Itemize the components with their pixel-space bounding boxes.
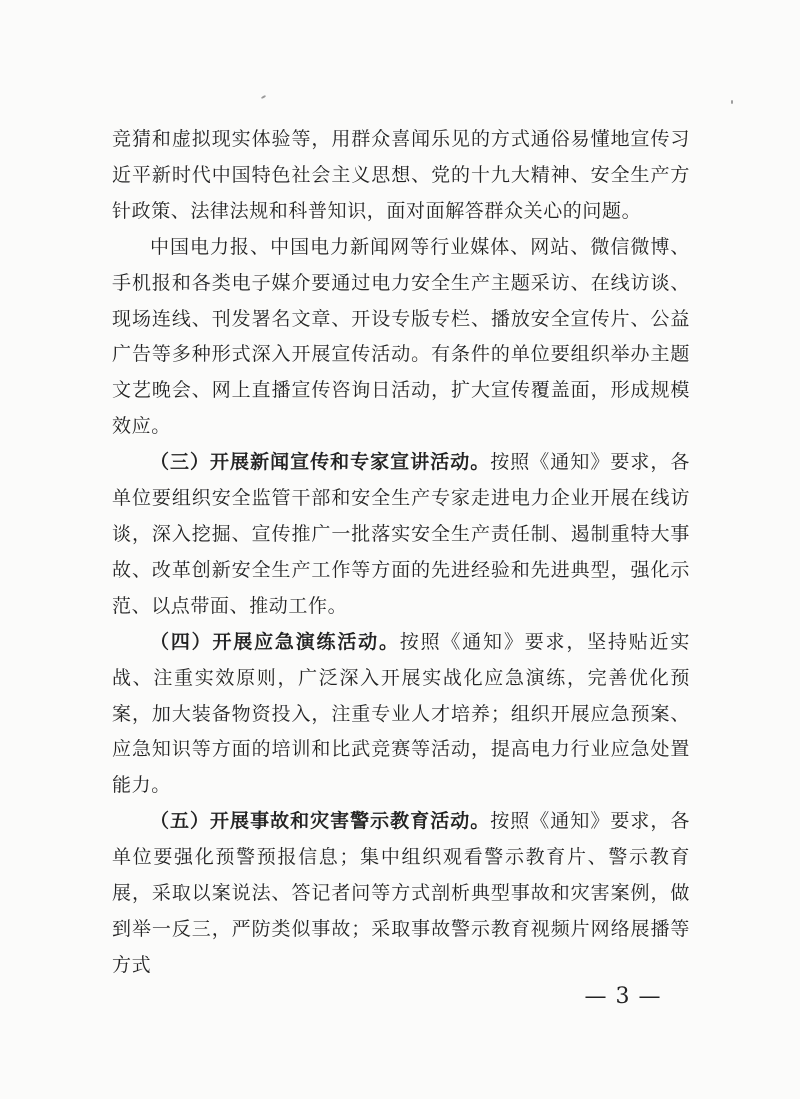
paragraph-continuation <box>112 122 690 230</box>
paragraph-heading: （五）开展事故和灾害警示教育活动。 <box>150 810 491 833</box>
paragraph-heading: （三）开展新闻宣传和专家宣讲活动。 <box>150 451 491 474</box>
page-number: — 3 — <box>584 984 662 1009</box>
scan-speck <box>261 95 266 99</box>
paragraph-text: 按照《通知》要求，坚持贴近实战、注重实效原则，广泛深入开展实战化应急演练，完善优化预案，加大装备物资投入，注重专业人才培养；组织开展应急预案、应急知识等方面的培训和比武竞赛等活动，提高电力行业应急处置能力。 <box>112 630 691 797</box>
paragraph-heading: （四）开展应急演练活动。 <box>150 630 400 653</box>
paragraph-emergency-drills <box>112 625 690 805</box>
paragraph-text: 按照《通知》要求，各单位要强化预警预报信息；集中组织观看警示教育片、警示教育展，采取以案说法、答记者问等方式剖析典型事故和灾害案例，做到举一反三，严防类似事故；采取事故警示教育视频片网络展播等方式 <box>112 810 690 976</box>
paragraph-text: 中国电力报、中国电力新闻网等行业媒体、网站、微信微博、手机报和各类电子媒介要通过电力安全生产主题采访、在线访谈、现场连线、刊发署名文章、开设专版专栏、播放安全宣传片、公益广告等多种形式深入开展宣传活动。有条件的单位要组织举办主题文艺晚会、网上直播宣传咨询日活动，扩大宣传覆盖面，形成规模效应。 <box>112 235 690 438</box>
paragraph-warning-education <box>112 804 690 984</box>
paragraph-text: 竞猜和虚拟现实体验等，用群众喜闻乐见的方式通俗易懂地宣传习近平新时代中国特色社会主义思想、党的十九大精神、安全生产方针政策、法律法规和科普知识，面对面解答群众关心的问题。 <box>112 128 690 222</box>
paragraph-text: 按照《通知》要求，各单位要组织安全监管干部和安全生产专家走进电力企业开展在线访谈，深入挖掘、宣传推广一批落实安全生产责任制、遏制重特大事故、改革创新安全生产工作等方面的先进经验和先进典型，强化示范、以点带面、推动工作。 <box>112 451 690 617</box>
scan-speck <box>731 100 733 104</box>
body-text <box>112 122 690 984</box>
paragraph-media-outreach <box>112 230 690 445</box>
paragraph-news-lectures <box>112 445 690 625</box>
